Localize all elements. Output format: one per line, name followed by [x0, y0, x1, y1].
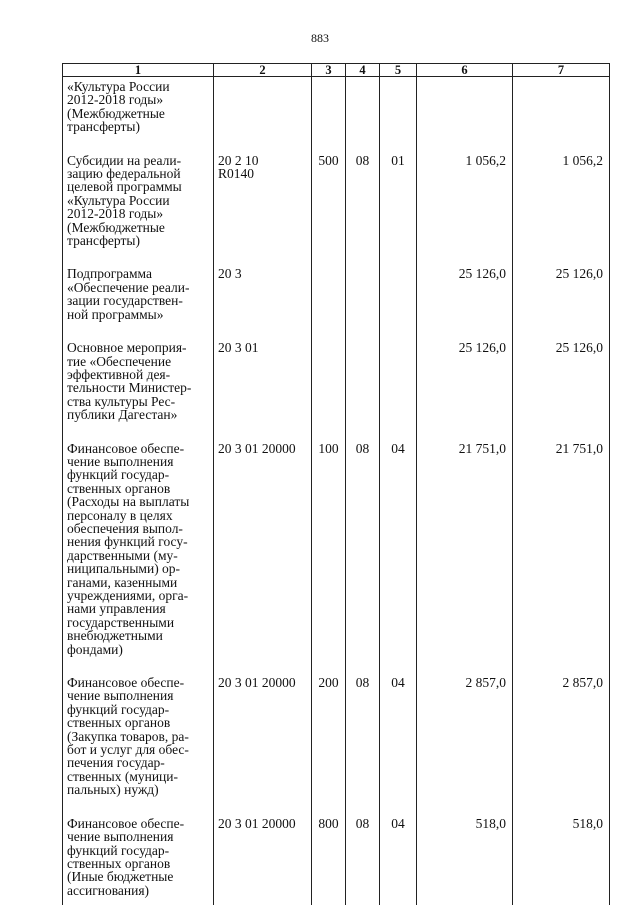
row-sum-2: 25 126,0 [513, 267, 610, 341]
row-code: 20 3 01 [214, 341, 312, 441]
row-rz: 08 [346, 676, 380, 817]
row-code: 20 3 01 20000 [214, 676, 312, 817]
row-pr [380, 267, 417, 341]
budget-table [62, 63, 610, 905]
row-sum-1: 518,0 [417, 817, 513, 905]
row-sum-1: 25 126,0 [417, 341, 513, 441]
header-col-6: 6 [417, 64, 513, 77]
row-pr: 04 [380, 817, 417, 905]
row-pr [380, 341, 417, 441]
row-sum-2: 25 126,0 [513, 341, 610, 441]
row-sum-2: 2 857,0 [513, 676, 610, 817]
row-pr: 04 [380, 442, 417, 677]
row-rz: 08 [346, 442, 380, 677]
row-vr [312, 267, 346, 341]
row-code: 20 3 [214, 267, 312, 341]
row-vr [312, 77, 346, 154]
row-vr: 100 [312, 442, 346, 677]
row-sum-2: 21 751,0 [513, 442, 610, 677]
header-col-5: 5 [380, 64, 417, 77]
row-code: 20 3 01 20000 [214, 817, 312, 905]
row-code: 20 2 10 R0140 [214, 154, 312, 268]
row-sum-1: 1 056,2 [417, 154, 513, 268]
table-row [63, 676, 610, 817]
header-col-3: 3 [312, 64, 346, 77]
row-rz: 08 [346, 817, 380, 905]
table-row [63, 267, 610, 341]
row-name: Финансовое обеспе- чение выполнения функций государ- ственных органов (Расходы на выплаты персоналу в целях обеспечения выпол- нения функций госу- дарственными (му- ниципальными) ор- ганами, казенными учреждениями, орга- нами управления государственными внебюджетными фондами) [63, 442, 214, 677]
header-col-4: 4 [346, 64, 380, 77]
header-col-1: 1 [63, 64, 214, 77]
row-sum-1: 25 126,0 [417, 267, 513, 341]
row-name: Основное мероприя- тие «Обеспечение эффективной дея- тельности Министер- ства культуры Рес- публики Дагестан» [63, 341, 214, 441]
table-row [63, 442, 610, 677]
row-sum-2 [513, 77, 610, 154]
table-row [63, 77, 610, 154]
table-row [63, 341, 610, 441]
row-pr: 04 [380, 676, 417, 817]
row-name: Субсидии на реали- зацию федеральной целевой программы «Культура России 2012-2018 годы» (Межбюджетные трансферты) [63, 154, 214, 268]
header-row [63, 64, 610, 77]
row-sum-1: 2 857,0 [417, 676, 513, 817]
row-rz [346, 341, 380, 441]
row-name: «Культура России 2012-2018 годы» (Межбюджетные трансферты) [63, 77, 214, 154]
row-name: Подпрограмма «Обеспечение реали- зации государствен- ной программы» [63, 267, 214, 341]
page-number: 883 [311, 31, 329, 45]
row-vr: 500 [312, 154, 346, 268]
row-rz [346, 77, 380, 154]
row-rz: 08 [346, 154, 380, 268]
row-pr: 01 [380, 154, 417, 268]
header-col-2: 2 [214, 64, 312, 77]
row-sum-2: 1 056,2 [513, 154, 610, 268]
row-name: Финансовое обеспе- чение выполнения функций государ- ственных органов (Закупка товаров, ра- бот и услуг для обес- печения государ- ственных (муници- пальных) нужд) [63, 676, 214, 817]
row-vr: 800 [312, 817, 346, 905]
header-col-7: 7 [513, 64, 610, 77]
row-name: Финансовое обеспе- чение выполнения функций государ- ственных органов (Иные бюджетные ассигнования) [63, 817, 214, 905]
row-vr [312, 341, 346, 441]
row-rz [346, 267, 380, 341]
row-code: 20 3 01 20000 [214, 442, 312, 677]
row-vr: 200 [312, 676, 346, 817]
row-sum-1: 21 751,0 [417, 442, 513, 677]
row-sum-1 [417, 77, 513, 154]
table-row [63, 817, 610, 905]
row-sum-2: 518,0 [513, 817, 610, 905]
row-code [214, 77, 312, 154]
table-row [63, 154, 610, 268]
row-pr [380, 77, 417, 154]
